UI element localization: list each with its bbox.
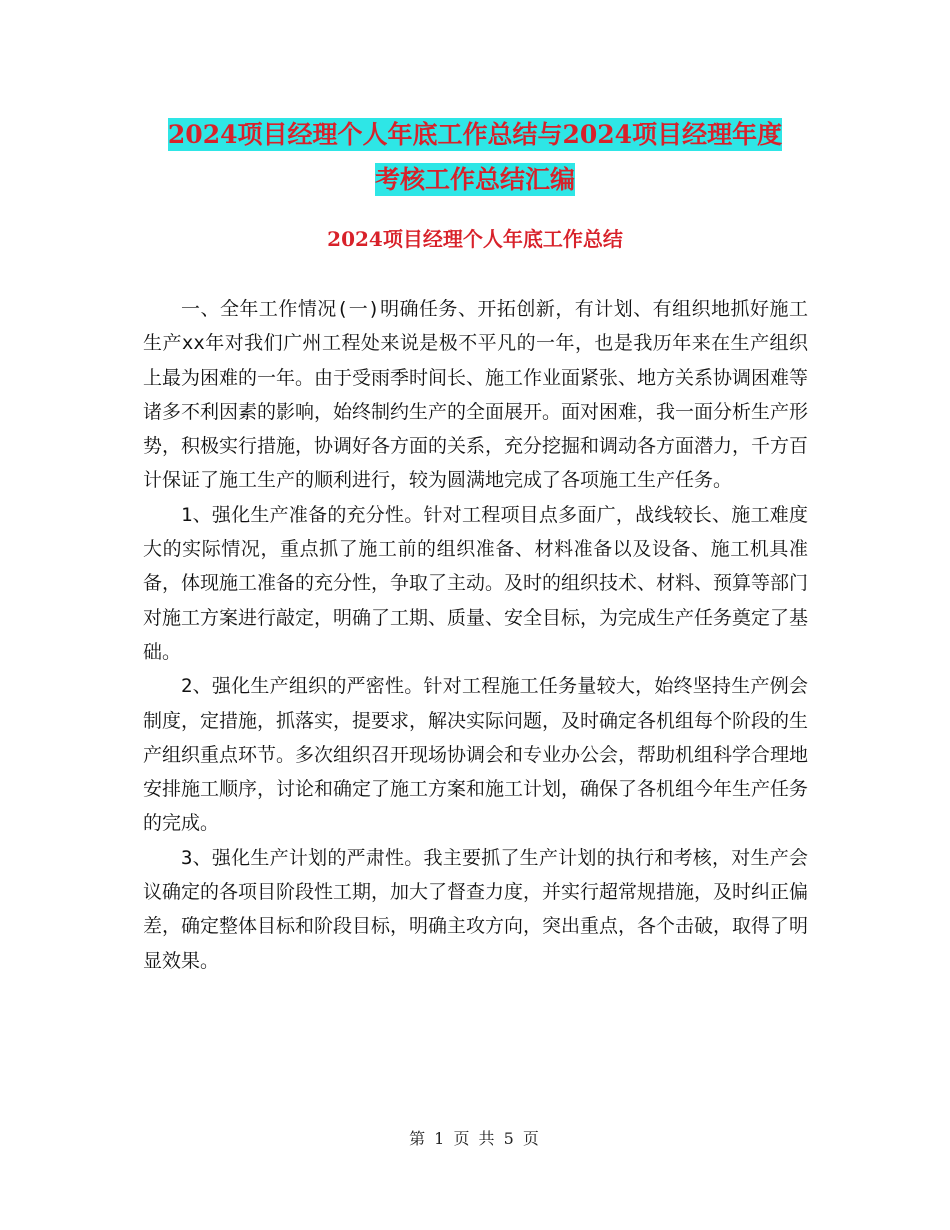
document-title-line-1: 2024项目经理个人年底工作总结与2024项目经理年度: [167, 120, 783, 149]
page-footer: 第 1 页 共 5 页: [409, 1129, 541, 1148]
paragraph-work-overview: 一、全年工作情况(一)明确任务、开拓创新，有计划、有组织地抓好施工生产xx年对我们广州工程处来说是极不平凡的一年，也是我历年来在生产组织上最为困难的一年。由于受雨季时间长、施工作业面紧张、地方关系协调困难等诸多不利因素的影响，始终制约生产的全面展开。面对困难，我一面分析生产形势，积极实行措施，协调好各方面的关系，充分挖掘和调动各方面潜力，千方百计保证了施工生产的顺利进行，较为圆满地完成了各项施工生产任务。: [143, 298, 809, 492]
paragraph-production-preparation: 1、强化生产准备的充分性。针对工程项目点多面广，战线较长、施工难度大的实际情况，重点抓了施工前的组织准备、材料准备以及设备、施工机具准备，体现施工准备的充分性，争取了主动。及时的组织技术、材料、预算等部门对施工方案进行敲定，明确了工期、质量、安全目标，为完成生产任务奠定了基础。: [143, 503, 809, 663]
section-heading: 2024项目经理个人年底工作总结: [327, 227, 623, 251]
document-title: [0, 112, 950, 202]
paragraph-production-plan: 3、强化生产计划的严肃性。我主要抓了生产计划的执行和考核，对生产会议确定的各项目阶段性工期，加大了督查力度，并实行超常规措施，及时纠正偏差，确定整体目标和阶段目标，明确主攻方向，突出重点，各个击破，取得了明显效果。: [143, 846, 809, 972]
paragraph-production-organization: 2、强化生产组织的严密性。针对工程施工任务量较大，始终坚持生产例会制度，定措施，抓落实，提要求，解决实际问题，及时确定各机组每个阶段的生产组织重点环节。多次组织召开现场协调会和专业办公会，帮助机组科学合理地安排施工顺序，讨论和确定了施工方案和施工计划，确保了各机组今年生产任务的完成。: [143, 675, 809, 835]
document-title-line-2: 考核工作总结汇编: [374, 165, 575, 194]
document-body: [143, 292, 808, 978]
